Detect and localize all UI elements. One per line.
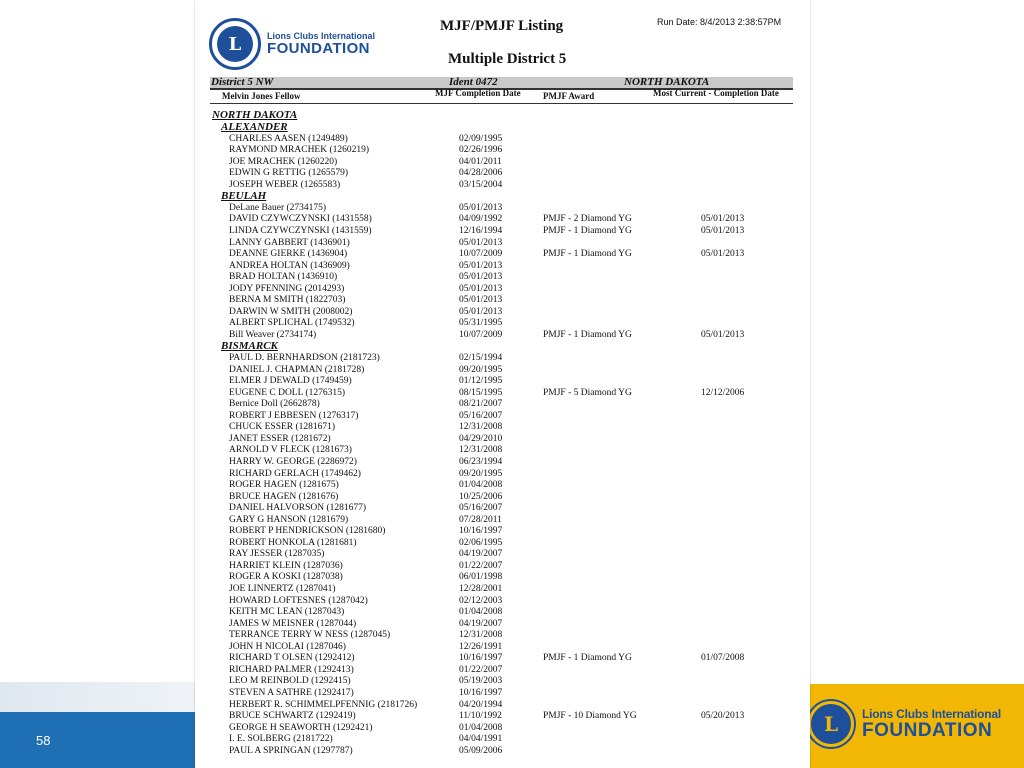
mjf-completion-date: 05/01/2013 bbox=[459, 306, 503, 317]
member-name: RICHARD T OLSEN (1292412) bbox=[229, 653, 355, 664]
mjf-completion-date: 06/23/1994 bbox=[459, 456, 503, 467]
mjf-completion-date: 01/04/2008 bbox=[459, 722, 503, 733]
member-name: GARY G HANSON (1281679) bbox=[229, 514, 349, 525]
mjf-completion-date: 04/04/1991 bbox=[459, 734, 503, 745]
doc-logo-line2: FOUNDATION bbox=[267, 40, 370, 57]
mjf-completion-date: 10/07/2009 bbox=[459, 249, 503, 260]
member-row bbox=[195, 145, 810, 156]
member-name: ARNOLD V FLECK (1281673) bbox=[229, 445, 352, 456]
member-row bbox=[195, 619, 810, 630]
lions-emblem-icon bbox=[209, 18, 261, 70]
ident-label: Ident 0472 bbox=[449, 76, 498, 88]
member-name: ANDREA HOLTAN (1436909) bbox=[229, 260, 350, 271]
member-row bbox=[195, 365, 810, 376]
pmjf-award: PMJF - 2 Diamond YG bbox=[543, 214, 632, 225]
mjf-completion-date: 08/21/2007 bbox=[459, 399, 503, 410]
mjf-completion-date: 08/15/1995 bbox=[459, 387, 503, 398]
mjf-completion-date: 10/07/2009 bbox=[459, 329, 503, 340]
member-row bbox=[195, 642, 810, 653]
member-row bbox=[195, 503, 810, 514]
member-name: ROBERT P HENDRICKSON (1281680) bbox=[229, 526, 386, 537]
col-header-current: Most Current - Completion Date bbox=[653, 88, 779, 98]
member-row bbox=[195, 249, 810, 260]
member-name: PAUL A SPRINGAN (1297787) bbox=[229, 745, 353, 756]
member-row bbox=[195, 445, 810, 456]
member-row bbox=[195, 734, 810, 745]
mjf-completion-date: 02/09/1995 bbox=[459, 133, 503, 144]
mjf-completion-date: 05/01/2013 bbox=[459, 272, 503, 283]
mjf-completion-date: 12/26/1991 bbox=[459, 641, 503, 652]
member-name: ELMER J DEWALD (1749459) bbox=[229, 376, 352, 387]
member-name: JOSEPH WEBER (1265583) bbox=[229, 179, 341, 190]
member-name: JOE MRACHEK (1260220) bbox=[229, 156, 338, 167]
current-completion-date: 01/07/2008 bbox=[701, 653, 745, 664]
pmjf-award: PMJF - 1 Diamond YG bbox=[543, 653, 632, 664]
member-name: BRUCE HAGEN (1281676) bbox=[229, 491, 339, 502]
mjf-completion-date: 04/19/2007 bbox=[459, 549, 503, 560]
member-name: DANIEL HALVORSON (1281677) bbox=[229, 503, 367, 514]
member-name: BRUCE SCHWARTZ (1292419) bbox=[229, 711, 356, 722]
mjf-completion-date: 12/31/2008 bbox=[459, 422, 503, 433]
col-header-award: PMJF Award bbox=[543, 91, 595, 101]
mjf-completion-date: 06/01/1998 bbox=[459, 572, 503, 583]
slide-page-number: 58 bbox=[36, 733, 51, 748]
member-row bbox=[195, 376, 810, 387]
member-row bbox=[195, 411, 810, 422]
member-row bbox=[195, 688, 810, 699]
mjf-completion-date: 09/20/1995 bbox=[459, 364, 503, 375]
mjf-completion-date: 01/22/2007 bbox=[459, 664, 503, 675]
member-row bbox=[195, 549, 810, 560]
club-heading: BISMARCK bbox=[221, 340, 278, 353]
document-title: MJF/PMJF Listing bbox=[440, 18, 564, 34]
member-row bbox=[195, 630, 810, 641]
run-date: Run Date: 8/4/2013 2:38:57PM bbox=[657, 17, 782, 27]
member-name: CHARLES AASEN (1249489) bbox=[229, 133, 348, 144]
doc-logo bbox=[209, 18, 375, 70]
footer-logo-line1: Lions Clubs International bbox=[862, 707, 1002, 721]
member-row bbox=[195, 238, 810, 249]
pmjf-award: PMJF - 1 Diamond YG bbox=[543, 249, 632, 260]
member-row bbox=[195, 226, 810, 237]
member-name: PAUL D. BERNHARDSON (2181723) bbox=[229, 353, 380, 363]
member-name: ALBERT SPLICHAL (1749532) bbox=[229, 318, 355, 329]
member-row bbox=[195, 538, 810, 549]
mjf-completion-date: 05/09/2006 bbox=[459, 745, 503, 756]
pmjf-award: PMJF - 1 Diamond YG bbox=[543, 329, 632, 340]
mjf-completion-date: 11/10/1992 bbox=[459, 711, 502, 722]
mjf-completion-date: 04/28/2006 bbox=[459, 168, 503, 179]
mjf-completion-date: 05/01/2013 bbox=[459, 283, 503, 294]
member-row bbox=[195, 723, 810, 734]
mjf-completion-date: 05/01/2013 bbox=[459, 295, 503, 306]
member-name: RAYMOND MRACHEK (1260219) bbox=[229, 145, 370, 156]
member-name: ROGER HAGEN (1281675) bbox=[229, 480, 339, 491]
mjf-completion-date: 01/04/2008 bbox=[459, 480, 503, 491]
document-page bbox=[195, 0, 810, 768]
pmjf-award: PMJF - 5 Diamond YG bbox=[543, 387, 632, 398]
member-name: RAY JESSER (1287035) bbox=[229, 549, 325, 560]
member-row bbox=[195, 422, 810, 433]
mjf-completion-date: 02/06/1995 bbox=[459, 537, 503, 548]
member-row bbox=[195, 388, 810, 399]
member-name: JAMES W MEISNER (1287044) bbox=[229, 618, 357, 629]
member-row bbox=[195, 653, 810, 664]
mjf-completion-date: 04/19/2007 bbox=[459, 618, 503, 629]
mjf-completion-date: 09/20/1995 bbox=[459, 468, 503, 479]
member-row bbox=[195, 272, 810, 283]
member-row bbox=[195, 134, 810, 145]
lions-emblem-icon bbox=[808, 701, 854, 747]
mjf-completion-date: 12/31/2008 bbox=[459, 630, 503, 641]
member-row bbox=[195, 492, 810, 503]
member-row bbox=[195, 457, 810, 468]
current-completion-date: 12/12/2006 bbox=[701, 387, 745, 398]
mjf-completion-date: 05/16/2007 bbox=[459, 503, 503, 514]
member-row bbox=[195, 330, 810, 341]
member-name: EDWIN G RETTIG (1265579) bbox=[229, 168, 348, 179]
member-name: HARRY W. GEORGE (2286972) bbox=[229, 456, 357, 467]
member-name: GEORGE H SEAWORTH (1292421) bbox=[229, 722, 373, 733]
member-name: KEITH MC LEAN (1287043) bbox=[229, 607, 345, 618]
member-row bbox=[195, 180, 810, 191]
col-header-completion: MJF Completion Date bbox=[435, 88, 521, 98]
mjf-completion-date: 02/12/2003 bbox=[459, 595, 503, 606]
member-row bbox=[195, 665, 810, 676]
mjf-completion-date: 12/28/2001 bbox=[459, 584, 503, 594]
doc-logo-line1: Lions Clubs International bbox=[267, 31, 376, 41]
mjf-completion-date: 01/12/1995 bbox=[459, 376, 503, 387]
document-subtitle: Multiple District 5 bbox=[448, 51, 567, 67]
member-row bbox=[195, 676, 810, 687]
mjf-completion-date: 10/16/1997 bbox=[459, 653, 503, 664]
club-heading: BEULAH bbox=[221, 190, 267, 203]
member-name: BERNA M SMITH (1822703) bbox=[229, 295, 346, 306]
club-heading: ALEXANDER bbox=[221, 121, 288, 133]
district-bar bbox=[210, 77, 793, 88]
member-row bbox=[195, 353, 810, 364]
member-name: JANET ESSER (1281672) bbox=[229, 433, 331, 444]
mjf-completion-date: 04/01/2011 bbox=[459, 156, 502, 167]
member-name: JOE LINNERTZ (1287041) bbox=[229, 584, 336, 594]
member-row bbox=[195, 168, 810, 179]
footer-logo bbox=[808, 696, 1008, 752]
member-name: DANIEL J. CHAPMAN (2181728) bbox=[229, 364, 365, 375]
mjf-completion-date: 05/01/2013 bbox=[459, 237, 503, 248]
mjf-completion-date: 07/28/2011 bbox=[459, 514, 502, 525]
member-row bbox=[195, 584, 810, 595]
member-name: ROBERT HONKOLA (1281681) bbox=[229, 537, 357, 548]
mjf-completion-date: 01/22/2007 bbox=[459, 560, 503, 571]
member-name: HARRIET KLEIN (1287036) bbox=[229, 560, 343, 571]
section-heading: NORTH DAKOTA bbox=[212, 109, 298, 121]
member-name: DAVID CZYWCZYNSKI (1431558) bbox=[229, 214, 372, 225]
mjf-completion-date: 12/31/2008 bbox=[459, 445, 503, 456]
mjf-completion-date: 10/16/1997 bbox=[459, 526, 503, 537]
district-label: District 5 NW bbox=[211, 76, 274, 88]
member-row bbox=[195, 526, 810, 537]
member-name: HERBERT R. SCHIMMELPFENNIG (2181726) bbox=[229, 699, 418, 710]
member-name: ROBERT J EBBESEN (1276317) bbox=[229, 410, 359, 421]
member-name: DARWIN W SMITH (2008002) bbox=[229, 306, 353, 317]
member-row bbox=[195, 399, 810, 410]
mjf-completion-date: 04/29/2010 bbox=[459, 433, 503, 444]
header-divider-bottom bbox=[210, 103, 793, 104]
mjf-completion-date: 05/01/2013 bbox=[459, 260, 503, 271]
member-name: HOWARD LOFTESNES (1287042) bbox=[229, 595, 368, 606]
pmjf-award: PMJF - 1 Diamond YG bbox=[543, 225, 632, 236]
mjf-completion-date: 05/19/2003 bbox=[459, 676, 503, 687]
mjf-completion-date: 02/15/1994 bbox=[459, 353, 503, 363]
member-row bbox=[195, 469, 810, 480]
member-name: RICHARD GERLACH (1749462) bbox=[229, 468, 361, 479]
member-name: TERRANCE TERRY W NESS (1287045) bbox=[229, 630, 391, 641]
mjf-completion-date: 02/26/1996 bbox=[459, 145, 503, 156]
member-name: Bill Weaver (2734174) bbox=[229, 329, 317, 340]
member-row bbox=[195, 746, 810, 757]
member-name: STEVEN A SATHRE (1292417) bbox=[229, 687, 354, 698]
member-name: DeLane Bauer (2734175) bbox=[229, 202, 327, 213]
state-label: NORTH DAKOTA bbox=[624, 76, 710, 88]
mjf-completion-date: 04/20/1994 bbox=[459, 699, 503, 710]
member-name: DEANNE GIERKE (1436904) bbox=[229, 249, 348, 260]
member-row bbox=[195, 607, 810, 618]
member-row bbox=[195, 434, 810, 445]
member-row bbox=[195, 561, 810, 572]
member-row bbox=[195, 214, 810, 225]
member-name: RICHARD PALMER (1292413) bbox=[229, 664, 354, 675]
current-completion-date: 05/20/2013 bbox=[701, 711, 745, 722]
current-completion-date: 05/01/2013 bbox=[701, 249, 745, 260]
mjf-completion-date: 10/16/1997 bbox=[459, 687, 503, 698]
member-row bbox=[195, 711, 810, 722]
mjf-completion-date: 05/16/2007 bbox=[459, 410, 503, 421]
member-row bbox=[195, 284, 810, 295]
member-row bbox=[195, 318, 810, 329]
member-name: EUGENE C DOLL (1276315) bbox=[229, 387, 346, 398]
member-name: LANNY GABBERT (1436901) bbox=[229, 237, 350, 248]
current-completion-date: 05/01/2013 bbox=[701, 329, 745, 340]
mjf-completion-date: 05/01/2013 bbox=[459, 202, 503, 213]
member-row bbox=[195, 295, 810, 306]
member-name: I. E. SOLBERG (2181722) bbox=[229, 734, 333, 745]
member-row bbox=[195, 157, 810, 168]
member-row bbox=[195, 203, 810, 214]
current-completion-date: 05/01/2013 bbox=[701, 225, 745, 236]
member-row bbox=[195, 572, 810, 583]
member-name: CHUCK ESSER (1281671) bbox=[229, 422, 336, 433]
member-row bbox=[195, 261, 810, 272]
mjf-completion-date: 03/15/2004 bbox=[459, 179, 503, 190]
member-row bbox=[195, 700, 810, 711]
mjf-completion-date: 05/31/1995 bbox=[459, 318, 503, 329]
member-row bbox=[195, 596, 810, 607]
member-name: JOHN H NICOLAI (1287046) bbox=[229, 641, 346, 652]
member-name: LINDA CZYWCZYNSKI (1431559) bbox=[229, 225, 372, 236]
member-name: ROGER A KOSKI (1287038) bbox=[229, 572, 343, 583]
mjf-completion-date: 01/04/2008 bbox=[459, 607, 503, 618]
col-header-name: Melvin Jones Fellow bbox=[222, 91, 301, 101]
member-name: LEO M REINBOLD (1292415) bbox=[229, 676, 351, 687]
mjf-completion-date: 10/25/2006 bbox=[459, 491, 503, 502]
mjf-completion-date: 12/16/1994 bbox=[459, 225, 503, 236]
member-row bbox=[195, 480, 810, 491]
footer-logo-line2: FOUNDATION bbox=[862, 720, 993, 741]
mjf-completion-date: 04/09/1992 bbox=[459, 214, 503, 225]
current-completion-date: 05/01/2013 bbox=[701, 214, 745, 225]
member-row bbox=[195, 307, 810, 318]
member-name: BRAD HOLTAN (1436910) bbox=[229, 272, 338, 283]
member-name: Bernice Doll (2662878) bbox=[229, 399, 320, 410]
member-name: JODY PFENNING (2014293) bbox=[229, 283, 345, 294]
pmjf-award: PMJF - 10 Diamond YG bbox=[543, 711, 637, 722]
member-row bbox=[195, 515, 810, 526]
